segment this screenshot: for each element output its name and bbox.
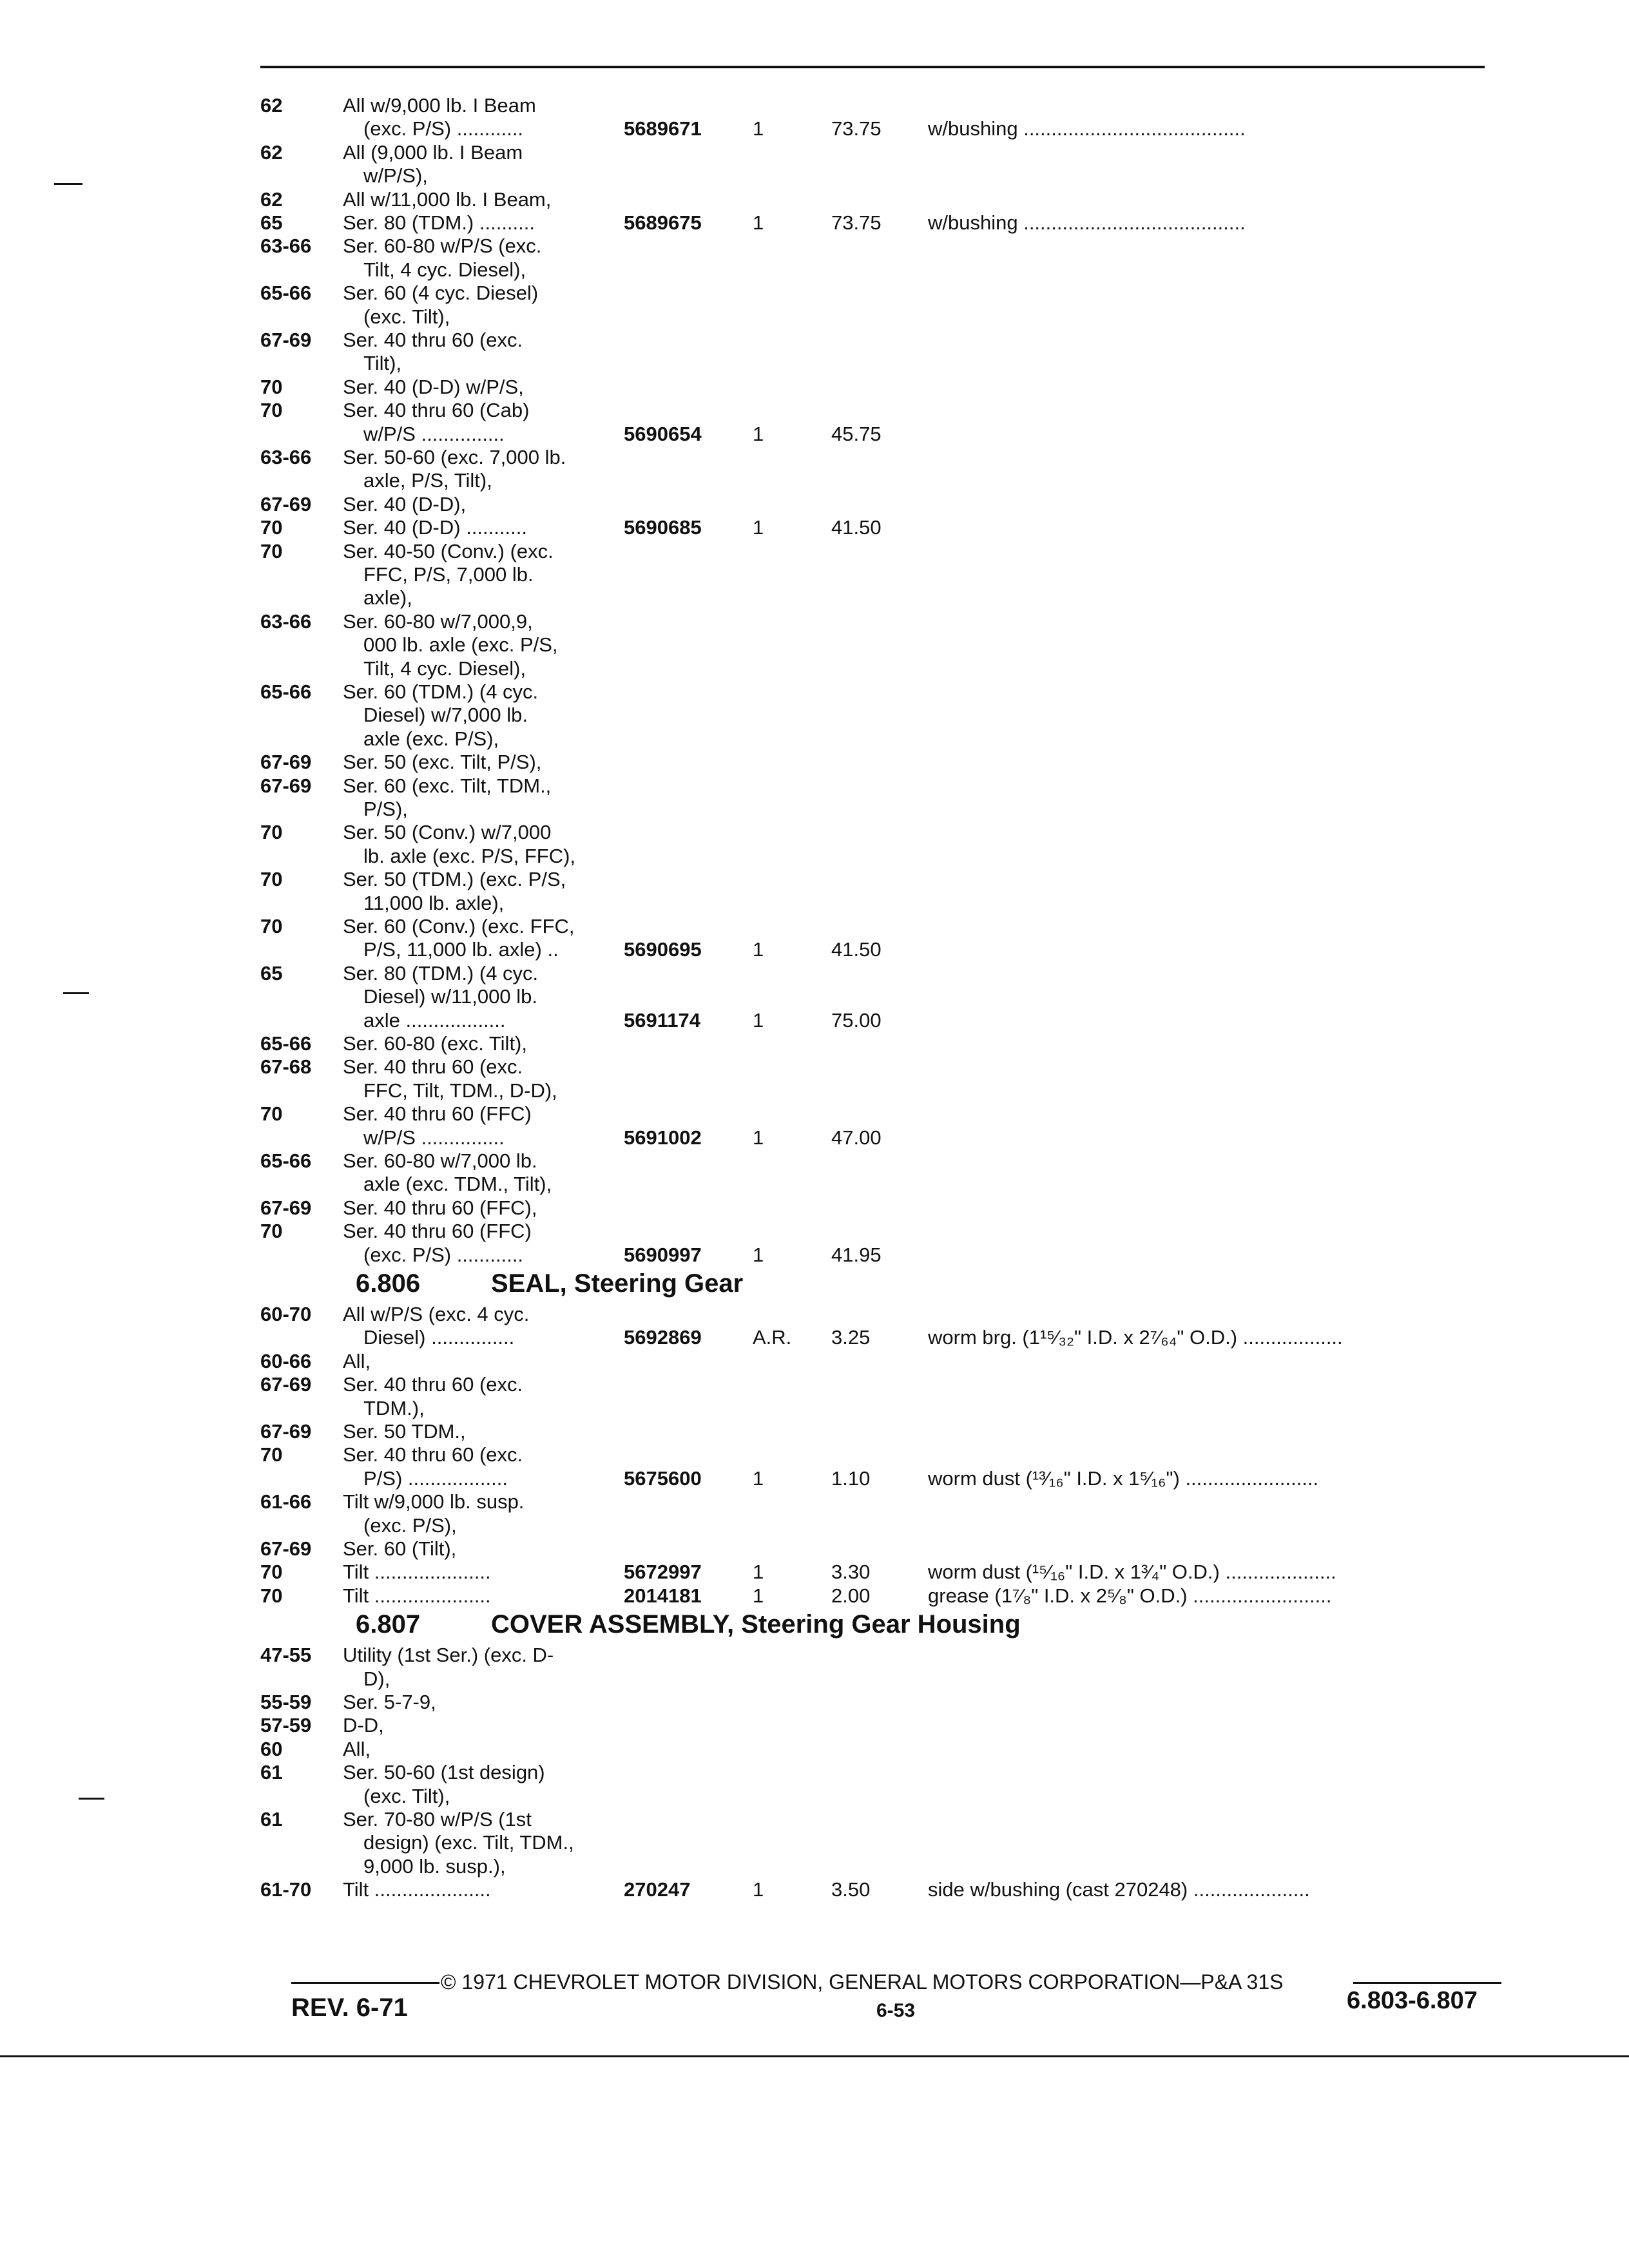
model-years: 60 xyxy=(260,1738,283,1760)
application: Ser. 60 (exc. Tilt, TDM., xyxy=(343,774,552,797)
application xyxy=(343,1326,514,1349)
model-years: 65-66 xyxy=(260,1032,312,1055)
application: Tilt w/9,000 lb. susp. xyxy=(343,1490,525,1513)
remark: w/bushing ........................................ xyxy=(928,211,1246,234)
application: Ser. 60 (Tilt), xyxy=(343,1537,457,1560)
application-continued: 000 lb. axle (exc. P/S, xyxy=(363,633,558,656)
application: Utility (1st Ser.) (exc. D- xyxy=(343,1644,554,1666)
application: Tilt ..................... xyxy=(343,1561,491,1583)
application: D-D, xyxy=(343,1714,384,1736)
entry-row xyxy=(0,1373,1629,1399)
part-number: 270247 xyxy=(624,1878,691,1901)
entry-row xyxy=(0,211,1629,237)
entry-row xyxy=(0,94,1629,120)
model-years: 62 xyxy=(260,141,283,164)
entry-row xyxy=(0,1420,1629,1446)
application: Ser. 40 thru 60 (FFC) xyxy=(343,1220,532,1242)
application-continued: axle (exc. P/S), xyxy=(363,727,499,750)
model-years: 63-66 xyxy=(260,610,312,633)
entry-row xyxy=(0,1149,1629,1175)
entry-row xyxy=(0,1173,1629,1198)
entry-row xyxy=(0,1561,1629,1586)
entry-row xyxy=(0,1303,1629,1329)
application: Ser. 40 thru 60 (FFC), xyxy=(343,1196,537,1219)
entry-row xyxy=(0,892,1629,918)
application: Ser. 40 thru 60 (exc. xyxy=(343,1373,523,1396)
entry-row xyxy=(0,1244,1629,1269)
application-continued: axle, P/S, Tilt), xyxy=(363,469,492,492)
application-continued: axle (exc. TDM., Tilt), xyxy=(363,1173,552,1195)
model-years: 61 xyxy=(260,1808,283,1831)
footer-page-number: 6-53 xyxy=(876,2000,916,2021)
top-rule xyxy=(260,66,1485,68)
entry-row xyxy=(0,1855,1629,1881)
entry-row xyxy=(0,282,1629,307)
application-continued: (exc. Tilt), xyxy=(363,305,450,328)
part-number: 5672997 xyxy=(624,1561,702,1583)
quantity: 1 xyxy=(753,516,764,539)
model-years: 62 xyxy=(260,188,283,211)
application: Ser. 80 (TDM.) (4 cyc. xyxy=(343,962,539,985)
price: 73.75 xyxy=(831,117,882,140)
entry-row xyxy=(0,188,1629,214)
entry-row xyxy=(0,1490,1629,1516)
application xyxy=(343,469,492,492)
application: Ser. 60-80 (exc. Tilt), xyxy=(343,1032,527,1055)
entry-row xyxy=(0,1514,1629,1540)
application xyxy=(343,1397,425,1420)
part-number: 5689671 xyxy=(624,117,702,140)
application xyxy=(343,1244,523,1267)
entry-row xyxy=(0,821,1629,847)
application-continued: (exc. P/S), xyxy=(363,1514,457,1537)
application: Ser. 5-7-9, xyxy=(343,1691,436,1713)
entry-row xyxy=(0,610,1629,636)
application: Ser. 60 (4 cyc. Diesel) xyxy=(343,282,539,304)
section-heading xyxy=(356,1610,1021,1639)
entry-row xyxy=(0,540,1629,566)
entry-row xyxy=(0,1196,1629,1222)
application xyxy=(343,1785,450,1808)
entry-row xyxy=(0,1350,1629,1376)
entry-row xyxy=(0,1537,1629,1563)
section-title: SEAL, Steering Gear xyxy=(491,1269,744,1298)
entry-row xyxy=(0,704,1629,729)
application xyxy=(343,117,523,140)
application: Tilt ..................... xyxy=(343,1878,491,1901)
application-continued: Tilt), xyxy=(363,352,402,374)
model-years: 70 xyxy=(260,516,283,539)
application xyxy=(343,1009,506,1032)
entry-row xyxy=(0,1667,1629,1693)
application xyxy=(343,1467,508,1490)
model-years: 67-69 xyxy=(260,1420,312,1443)
entry-row xyxy=(0,1831,1629,1857)
entry-row xyxy=(0,938,1629,964)
entry-row xyxy=(0,1761,1629,1787)
model-years: 67-69 xyxy=(260,774,312,797)
application-continued: (exc. Tilt), xyxy=(363,1785,450,1807)
model-years: 60-66 xyxy=(260,1350,312,1372)
part-number: 5690997 xyxy=(624,1244,702,1266)
model-years: 70 xyxy=(260,1102,283,1125)
application: Ser. 70-80 w/P/S (1st xyxy=(343,1808,532,1831)
application: Ser. 40 thru 60 (exc. xyxy=(343,1443,523,1466)
application: Ser. 40 thru 60 (exc. xyxy=(343,1055,523,1078)
application xyxy=(343,845,575,868)
model-years: 65-66 xyxy=(260,1149,312,1172)
entry-row xyxy=(0,1785,1629,1811)
quantity: 1 xyxy=(753,1467,764,1490)
quantity: 1 xyxy=(753,1584,764,1607)
model-years: 61-66 xyxy=(260,1490,312,1513)
part-number: 5691002 xyxy=(624,1126,702,1149)
application-continued: lb. axle (exc. P/S, FFC), xyxy=(363,845,576,867)
application: Ser. 80 (TDM.) .......... xyxy=(343,211,535,234)
section-heading xyxy=(356,1269,743,1298)
model-years: 47-55 xyxy=(260,1644,312,1666)
model-years: 63-66 xyxy=(260,446,312,468)
application xyxy=(343,798,408,821)
part-number: 5690685 xyxy=(624,516,702,539)
entry-row xyxy=(0,633,1629,659)
model-years: 70 xyxy=(260,1220,283,1242)
entry-row xyxy=(0,1055,1629,1081)
model-years: 70 xyxy=(260,821,283,843)
section-number: 6.806 xyxy=(356,1269,421,1298)
entry-row xyxy=(0,352,1629,378)
entry-row xyxy=(0,915,1629,941)
model-years: 65-66 xyxy=(260,680,312,703)
model-years: 65 xyxy=(260,211,283,234)
price: 41.50 xyxy=(831,516,882,539)
footer-rule-left xyxy=(291,1982,439,1984)
application-continued: P/S), xyxy=(363,798,408,820)
application: Ser. 50 (TDM.) (exc. P/S, xyxy=(343,868,566,890)
application xyxy=(343,892,504,915)
entry-row xyxy=(0,141,1629,167)
application-continued: FFC, P/S, 7,000 lb. xyxy=(363,563,534,586)
application xyxy=(343,352,401,375)
application-continued: Diesel) w/11,000 lb. xyxy=(363,985,537,1008)
entry-row xyxy=(0,1584,1629,1610)
entry-row xyxy=(0,1714,1629,1740)
application: Tilt ..................... xyxy=(343,1584,491,1607)
application-continued: P/S) .................. xyxy=(363,1467,508,1490)
entry-row xyxy=(0,446,1629,472)
application: Ser. 40-50 (Conv.) (exc. xyxy=(343,540,554,562)
application-continued: Diesel) ............... xyxy=(363,1326,515,1349)
application-continued: w/P/S ............... xyxy=(363,423,505,445)
application-continued: TDM.), xyxy=(363,1397,425,1419)
part-number: 5691174 xyxy=(624,1009,700,1032)
entry-row xyxy=(0,1326,1629,1352)
section-title: COVER ASSEMBLY, Steering Gear Housing xyxy=(491,1610,1021,1639)
quantity: A.R. xyxy=(753,1326,792,1349)
remark: w/bushing ........................................ xyxy=(928,117,1246,140)
entry-row xyxy=(0,1443,1629,1469)
entry-row xyxy=(0,727,1629,753)
part-number: 2014181 xyxy=(624,1584,702,1607)
entry-row xyxy=(0,164,1629,190)
application xyxy=(343,423,505,446)
application-continued: 9,000 lb. susp.), xyxy=(363,1855,506,1878)
model-years: 70 xyxy=(260,868,283,890)
application: Ser. 40 thru 60 (exc. xyxy=(343,329,523,351)
price: 3.30 xyxy=(831,1561,871,1583)
application: Ser. 40 (D-D) w/P/S, xyxy=(343,376,524,398)
quantity: 1 xyxy=(753,1126,764,1149)
application xyxy=(343,1667,390,1691)
part-number: 5690695 xyxy=(624,938,702,961)
model-years: 67-69 xyxy=(260,1537,312,1560)
application: Ser. 40 (D-D) ........... xyxy=(343,516,527,539)
section-number: 6.807 xyxy=(356,1610,421,1639)
entry-row xyxy=(0,586,1629,612)
model-years: 70 xyxy=(260,376,283,398)
model-years: 65 xyxy=(260,962,283,985)
model-years: 70 xyxy=(260,1584,283,1607)
quantity: 1 xyxy=(753,1009,764,1032)
entry-row xyxy=(0,1032,1629,1058)
application: All (9,000 lb. I Beam xyxy=(343,141,523,164)
price: 3.25 xyxy=(831,1326,871,1349)
application: Ser. 60 (TDM.) (4 cyc. xyxy=(343,680,539,703)
application: Ser. 40 (D-D), xyxy=(343,493,467,515)
part-number: 5675600 xyxy=(624,1467,702,1490)
application xyxy=(343,1126,505,1149)
entry-row xyxy=(0,423,1629,448)
application xyxy=(343,1173,552,1196)
price: 73.75 xyxy=(831,211,882,234)
application: Ser. 40 thru 60 (Cab) xyxy=(343,399,530,421)
remark: worm dust (¹⁵⁄₁₆" I.D. x 1³⁄₄" O.D.) .................... xyxy=(928,1561,1336,1583)
model-years: 70 xyxy=(260,1561,283,1583)
application xyxy=(343,985,537,1008)
part-number: 5692869 xyxy=(624,1326,702,1349)
application-continued: (exc. P/S) ............ xyxy=(363,1244,524,1266)
model-years: 60-70 xyxy=(260,1303,312,1325)
application xyxy=(343,1514,457,1537)
model-years: 70 xyxy=(260,1443,283,1466)
model-years: 63-66 xyxy=(260,235,312,257)
application: Ser. 50-60 (exc. 7,000 lb. xyxy=(343,446,566,468)
application xyxy=(343,704,528,727)
model-years: 61 xyxy=(260,1761,283,1783)
model-years: 67-68 xyxy=(260,1055,312,1078)
entry-row xyxy=(0,258,1629,284)
price: 41.50 xyxy=(831,938,882,961)
entry-row xyxy=(0,680,1629,706)
entry-row xyxy=(0,1691,1629,1716)
entry-row xyxy=(0,798,1629,823)
entry-row xyxy=(0,1009,1629,1035)
quantity: 1 xyxy=(753,1244,764,1266)
application-continued: P/S, 11,000 lb. axle) .. xyxy=(363,938,559,961)
entry-row xyxy=(0,774,1629,800)
entry-row xyxy=(0,1878,1629,1904)
application xyxy=(343,1855,506,1878)
model-years: 70 xyxy=(260,915,283,937)
entry-row xyxy=(0,962,1629,988)
model-years: 55-59 xyxy=(260,1691,312,1713)
application-continued: design) (exc. Tilt, TDM., xyxy=(363,1831,574,1854)
application xyxy=(343,1831,574,1854)
application-continued: (exc. P/S) ............ xyxy=(363,117,524,140)
quantity: 1 xyxy=(753,1561,764,1583)
footer-rev: REV. 6-71 xyxy=(291,1994,408,2022)
entry-row xyxy=(0,376,1629,401)
quantity: 1 xyxy=(753,1878,764,1901)
entry-row xyxy=(0,329,1629,354)
model-years: 67-69 xyxy=(260,1373,312,1396)
application xyxy=(343,164,428,187)
application: Ser. 50 (exc. Tilt, P/S), xyxy=(343,751,542,773)
entry-row xyxy=(0,1397,1629,1423)
application xyxy=(343,657,526,680)
application-continued: Tilt, 4 cyc. Diesel), xyxy=(363,657,526,680)
entry-row xyxy=(0,868,1629,894)
entry-row xyxy=(0,1126,1629,1152)
part-number: 5689675 xyxy=(624,211,702,234)
part-number: 5690654 xyxy=(624,423,702,445)
application: All, xyxy=(343,1350,371,1372)
remark: worm brg. (1¹⁵⁄₃₂" I.D. x 2⁷⁄₆₄" O.D.) .................. xyxy=(928,1326,1343,1349)
model-years: 62 xyxy=(260,94,283,117)
application-continued: w/P/S), xyxy=(363,164,428,187)
remark: worm dust (¹³⁄₁₆" I.D. x 1⁵⁄₁₆") ........................ xyxy=(928,1467,1319,1490)
entry-row xyxy=(0,235,1629,260)
model-years: 57-59 xyxy=(260,1714,312,1736)
entry-row xyxy=(0,305,1629,331)
entry-row xyxy=(0,1738,1629,1763)
application-continued: Tilt, 4 cyc. Diesel), xyxy=(363,258,526,281)
application: Ser. 50 (Conv.) w/7,000 xyxy=(343,821,552,843)
price: 3.50 xyxy=(831,1878,871,1901)
entry-row xyxy=(0,1220,1629,1245)
entry-row xyxy=(0,563,1629,589)
quantity: 1 xyxy=(753,117,764,140)
application-continued: w/P/S ............... xyxy=(363,1126,505,1149)
application: All, xyxy=(343,1738,371,1760)
price: 45.75 xyxy=(831,423,882,445)
application: Ser. 60 (Conv.) (exc. FFC, xyxy=(343,915,575,937)
quantity: 1 xyxy=(753,938,764,961)
application: Ser. 60-80 w/7,000,9, xyxy=(343,610,533,633)
application: All w/9,000 lb. I Beam xyxy=(343,94,536,117)
application: Ser. 60-80 w/P/S (exc. xyxy=(343,235,542,257)
remark: side w/bushing (cast 270248) ..................... xyxy=(928,1878,1310,1901)
price: 41.95 xyxy=(831,1244,882,1266)
application-continued: axle), xyxy=(363,586,412,609)
entry-row xyxy=(0,493,1629,519)
application: All w/P/S (exc. 4 cyc. xyxy=(343,1303,530,1325)
entry-row xyxy=(0,751,1629,776)
application xyxy=(343,563,534,586)
model-years: 67-69 xyxy=(260,1196,312,1219)
application-continued: Diesel) w/7,000 lb. xyxy=(363,704,528,726)
model-years: 65-66 xyxy=(260,282,312,304)
footer-copyright: © 1971 CHEVROLET MOTOR DIVISION, GENERAL MOTORS CORPORATION—P&A 31S xyxy=(441,1970,1284,1994)
application: Ser. 50 TDM., xyxy=(343,1420,466,1443)
model-years: 67-69 xyxy=(260,329,312,351)
application xyxy=(343,586,412,610)
footer-section-range: 6.803-6.807 xyxy=(1347,1987,1478,2014)
entry-row xyxy=(0,1808,1629,1834)
entry-row xyxy=(0,985,1629,1011)
model-years: 70 xyxy=(260,540,283,562)
application-continued: axle .................. xyxy=(363,1009,506,1032)
entry-row xyxy=(0,117,1629,143)
application: Ser. 40 thru 60 (FFC) xyxy=(343,1102,532,1125)
bottom-rule xyxy=(0,2055,1629,2057)
model-years: 67-69 xyxy=(260,751,312,773)
application: Ser. 50-60 (1st design) xyxy=(343,1761,545,1783)
price: 47.00 xyxy=(831,1126,882,1149)
price: 2.00 xyxy=(831,1584,871,1607)
entry-row xyxy=(0,1102,1629,1128)
application-continued: 11,000 lb. axle), xyxy=(363,892,505,914)
entry-row xyxy=(0,657,1629,683)
entry-row xyxy=(0,1644,1629,1669)
entry-row xyxy=(0,469,1629,495)
application xyxy=(343,258,526,282)
application xyxy=(343,727,499,751)
model-years: 67-69 xyxy=(260,493,312,515)
entry-row xyxy=(0,1079,1629,1105)
entry-row xyxy=(0,399,1629,425)
price: 1.10 xyxy=(831,1467,871,1490)
entry-row xyxy=(0,1467,1629,1493)
application xyxy=(343,1079,557,1102)
model-years: 70 xyxy=(260,399,283,421)
application-continued: FFC, Tilt, TDM., D-D), xyxy=(363,1079,557,1102)
remark: grease (1⁷⁄₈" I.D. x 2⁵⁄₈" O.D.) ......................... xyxy=(928,1584,1332,1607)
application: Ser. 60-80 w/7,000 lb. xyxy=(343,1149,537,1172)
quantity: 1 xyxy=(753,211,764,234)
model-years: 61-70 xyxy=(260,1878,312,1901)
application xyxy=(343,305,450,329)
price: 75.00 xyxy=(831,1009,882,1032)
application xyxy=(343,633,558,657)
entry-row xyxy=(0,516,1629,542)
quantity: 1 xyxy=(753,423,764,445)
entry-row xyxy=(0,845,1629,870)
application: All w/11,000 lb. I Beam, xyxy=(343,188,552,211)
application xyxy=(343,938,559,961)
application-continued: D), xyxy=(363,1667,390,1690)
footer-rule-right xyxy=(1353,1982,1501,1984)
